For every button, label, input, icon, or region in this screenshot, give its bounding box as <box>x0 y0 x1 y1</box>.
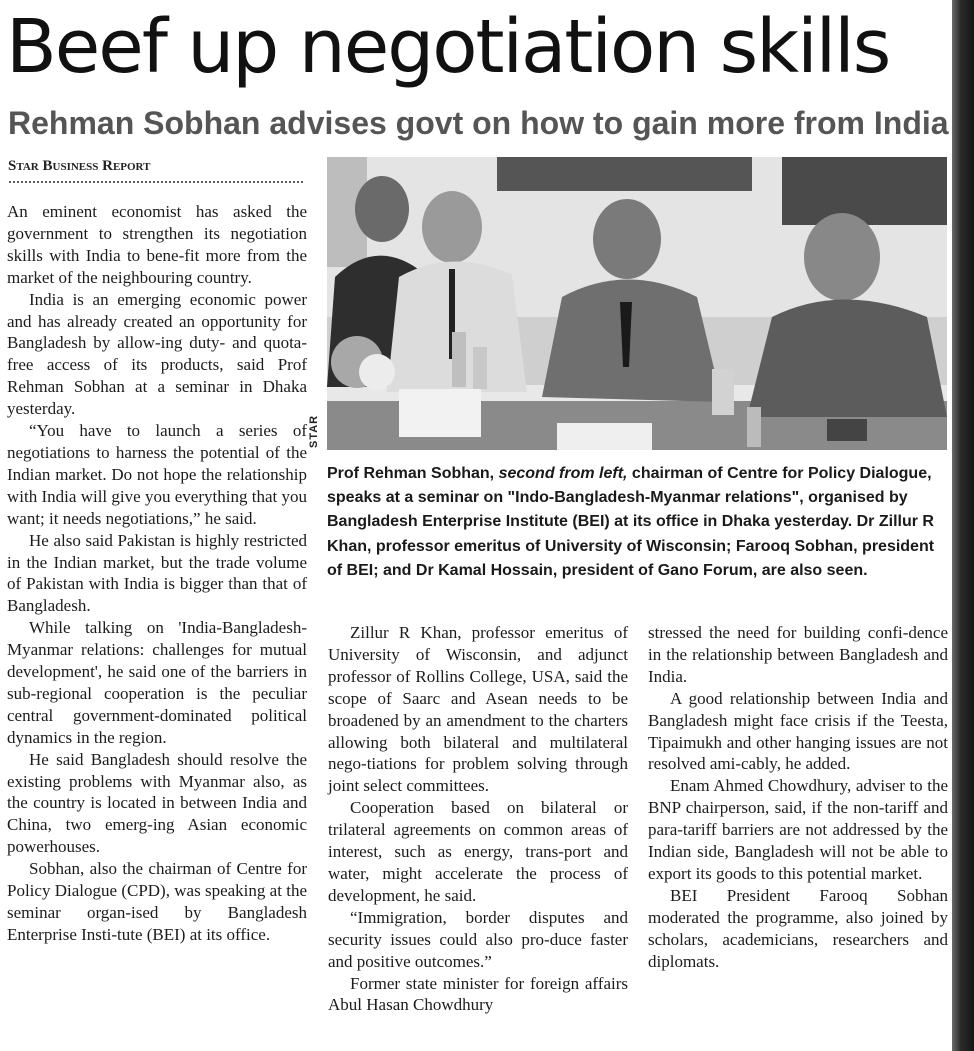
paragraph: Cooperation based on bilateral or trilateral agreements on common areas of interest, such as energy, trans-port and water, might accelerate the process of development, he said. <box>328 798 628 905</box>
paragraph: He said Bangladesh should resolve the existing problems with Myanmar also, as the country is located in between India and China, two emerg-ing Asian economic powerhouses. <box>7 749 307 857</box>
paragraph: Former state minister for foreign affairs Abul Hasan Chowdhury <box>328 973 628 1015</box>
paragraph: stressed the need for building confi-dence in the relationship between Bangladesh and India. <box>648 623 948 686</box>
byline: Star Business Report <box>8 158 151 174</box>
paragraph: An eminent economist has asked the government to strengthen its negotiation skills with India to bene-fit more from the market of the neighbouring country. <box>7 202 307 287</box>
photo-caption <box>327 462 947 583</box>
paragraph: Zillur R Khan, professor emeritus of University of Wisconsin, and adjunct professor of Rollins College, USA, said the scope of Saarc and Asean needs to be broadened by an amendment to the charters allowing both bilateral and multilateral nego-tiations for problem solving through joint select committees. <box>328 623 628 796</box>
article-column-2 <box>328 622 628 1016</box>
page-edge-shadow <box>952 0 974 1051</box>
paragraph: “You have to launch a series of negotiations to harness the potential of the Indian market. Do not hope the relationship with India will give you everything that you want; it needs negotiations,” he said. <box>7 421 307 528</box>
byline-dotted-rule <box>8 180 304 184</box>
paragraph: Enam Ahmed Chowdhury, adviser to the BNP chairperson, said, if the non-tariff and para-tariff barriers are not addressed by the Indian side, Bangladesh will not be able to export its goods to this potential market. <box>648 776 948 883</box>
caption-lead: Prof Rehman Sobhan, <box>327 465 499 482</box>
paragraph: India is an emerging economic power and has already created an opportunity for Bangladesh by allow-ing duty- and quota-free access of its products, said Prof Rehman Sobhan at a seminar in Dhaka yesterday. <box>7 289 307 419</box>
seminar-photo <box>327 157 947 450</box>
caption-italic: second from left, <box>498 465 628 482</box>
paragraph: While talking on 'India-Bangladesh-Myanmar relations: challenges for mutual development', he said one of the barriers in sub-regional cooperation is the peculiar central government-dominated political dynamics in the region. <box>7 618 307 747</box>
paragraph: A good relationship between India and Bangladesh might face crisis if the Teesta, Tipaimukh and other hanging issues are not resolved ami-cably, he added. <box>648 688 948 774</box>
article-column-3 <box>648 622 948 973</box>
paragraph: BEI President Farooq Sobhan moderated the programme, also joined by scholars, academicians, researchers and diplomats. <box>648 885 948 971</box>
paragraph: He also said Pakistan is highly restricted in the Indian market, but the trade volume of Pakistan with India is bigger than that of Bangladesh. <box>7 530 307 616</box>
paragraph: Sobhan, also the chairman of Centre for Policy Dialogue (CPD), was speaking at the seminar organ-ised by Bangladesh Enterprise Insti-tute (BEI) at its office. <box>7 859 307 944</box>
caption-rest: chairman of Centre for Policy Dialogue, speaks at a seminar on "Indo-Bangladesh-Myanmar relations", organised by Bangladesh Enterprise Institute (BEI) at its office in Dhaka yesterday. Dr Zillur R Khan, professor emeritus of University of Wisconsin; Farooq Sobhan, president of BEI; and Dr Kamal Hossain, president of Gano Forum, are also seen. <box>327 465 935 579</box>
article-column-1 <box>7 201 307 946</box>
headline: Beef up negotiation skills <box>6 4 890 90</box>
paragraph: “Immigration, border disputes and security issues could also pro-duce faster and positive outcomes.” <box>328 907 628 971</box>
subheadline: Rehman Sobhan advises govt on how to gain more from India <box>8 105 949 141</box>
photo-credit: STAR <box>308 414 320 448</box>
